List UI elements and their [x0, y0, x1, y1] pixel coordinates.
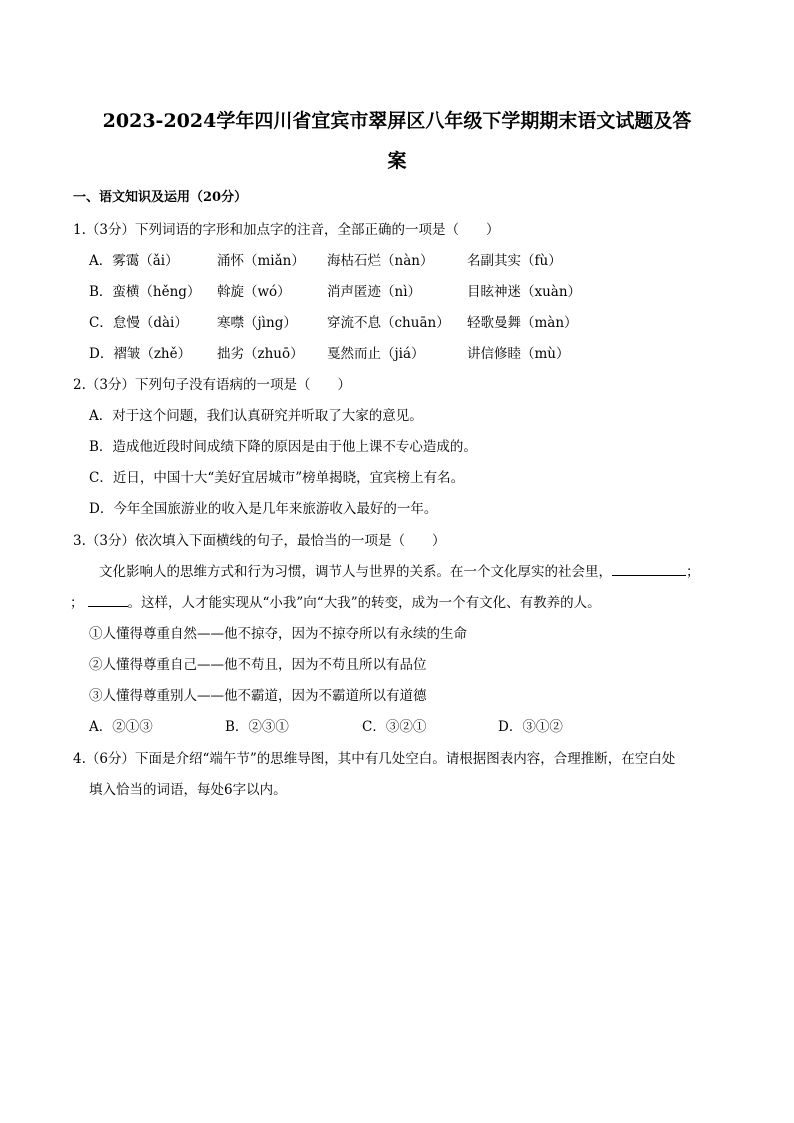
section-heading: 一、语文知识及运用（20分） — [73, 190, 248, 205]
q3-stem: 3.（3分）依次填入下面横线的句子，最恰当的一项是（ ） — [73, 533, 446, 549]
q3-passage-text: 。这样，人才能实现从“小我”向“大我”的转变，成为一个有文化、有教养的人。 — [127, 595, 601, 611]
q3-option-c: C．③②① — [362, 719, 427, 735]
q1-option-d-word-4: 讲信修睦（mù） — [467, 346, 570, 362]
q1-stem: 1.（3分）下列词语的字形和加点字的注音，全部正确的一项是（ ） — [73, 222, 500, 238]
q1-option-a-word-1: A．雾霭（ǎi） — [89, 253, 179, 269]
q1-option-c-word-2: 寒噤（jìng） — [217, 315, 297, 331]
q3-item-2: ②人懂得尊重自己——他不苟且，因为不苟且所以有品位 — [89, 657, 427, 673]
q1-option-b-word-1: B．蛮横（hěng） — [89, 284, 201, 300]
q1-option-b-word-4: 目眩神迷（xuàn） — [467, 284, 582, 300]
punct: ； — [686, 564, 700, 580]
q1-option-a-word-3: 海枯石烂（nàn） — [327, 253, 434, 269]
q3-passage-line1 — [99, 560, 700, 580]
q1-option-d-word-2: 拙劣（zhuō） — [217, 346, 304, 362]
q3-option-d: D．③①② — [498, 719, 563, 735]
q3-item-1: ①人懂得尊重自然——他不掠夺，因为不掠夺所以有永续的生命 — [89, 626, 467, 642]
punct: ； — [70, 595, 84, 611]
q1-option-c-word-3: 穿流不息（chuān） — [327, 315, 450, 331]
q1-option-d-word-3: 戛然而止（jiá） — [327, 346, 425, 362]
q2-option-c: C．近日，中国十大“美好宜居城市”榜单揭晓，宜宾榜上有名。 — [89, 470, 465, 486]
q3-passage-line2 — [70, 591, 601, 611]
q1-option-a-word-2: 涌怀（miǎn） — [217, 253, 305, 269]
q3-option-a: A．②①③ — [89, 719, 153, 735]
q4-stem-line2: 填入恰当的词语，每处6字以内。 — [89, 782, 287, 798]
q1-option-d-word-1: D．褶皱（zhě） — [89, 346, 192, 362]
q3-option-b: B．②③① — [225, 719, 289, 735]
document-title: 2023-2024学年四川省宜宾市翠屏区八年级下学期期末语文试题及答 — [102, 110, 692, 132]
q4-stem-line1: 4.（6分）下面是介绍“端午节”的思维导图，其中有几处空白。请根据图表内容，合理推断，在空白处 — [73, 751, 676, 767]
q1-option-a-word-4: 名副其实（fù） — [467, 253, 562, 269]
q1-option-b-word-2: 斡旋（wó） — [217, 284, 291, 300]
q2-option-a: A．对于这个问题，我们认真研究并听取了大家的意见。 — [89, 408, 423, 424]
q2-stem: 2.（3分）下列句子没有语病的一项是（ ） — [73, 377, 351, 393]
answer-blank — [88, 594, 128, 607]
document-title-cont: 案 — [387, 150, 407, 172]
q1-option-b-word-3: 消声匿迹（nì） — [327, 284, 422, 300]
answer-blank — [612, 563, 686, 576]
q3-passage-text: 文化影响人的思维方式和行为习惯，调节人与世界的关系。在一个文化厚实的社会里， — [99, 564, 612, 580]
q1-option-c-word-1: C．怠慢（dài） — [89, 315, 188, 331]
q2-option-d: D．今年全国旅游业的收入是几年来旅游收入最好的一年。 — [89, 501, 438, 517]
q1-option-c-word-4: 轻歌曼舞（màn） — [467, 315, 578, 331]
q2-option-b: B．造成他近段时间成绩下降的原因是由于他上课不专心造成的。 — [89, 439, 477, 455]
q3-item-3: ③人懂得尊重别人——他不霸道，因为不霸道所以有道德 — [89, 688, 427, 704]
